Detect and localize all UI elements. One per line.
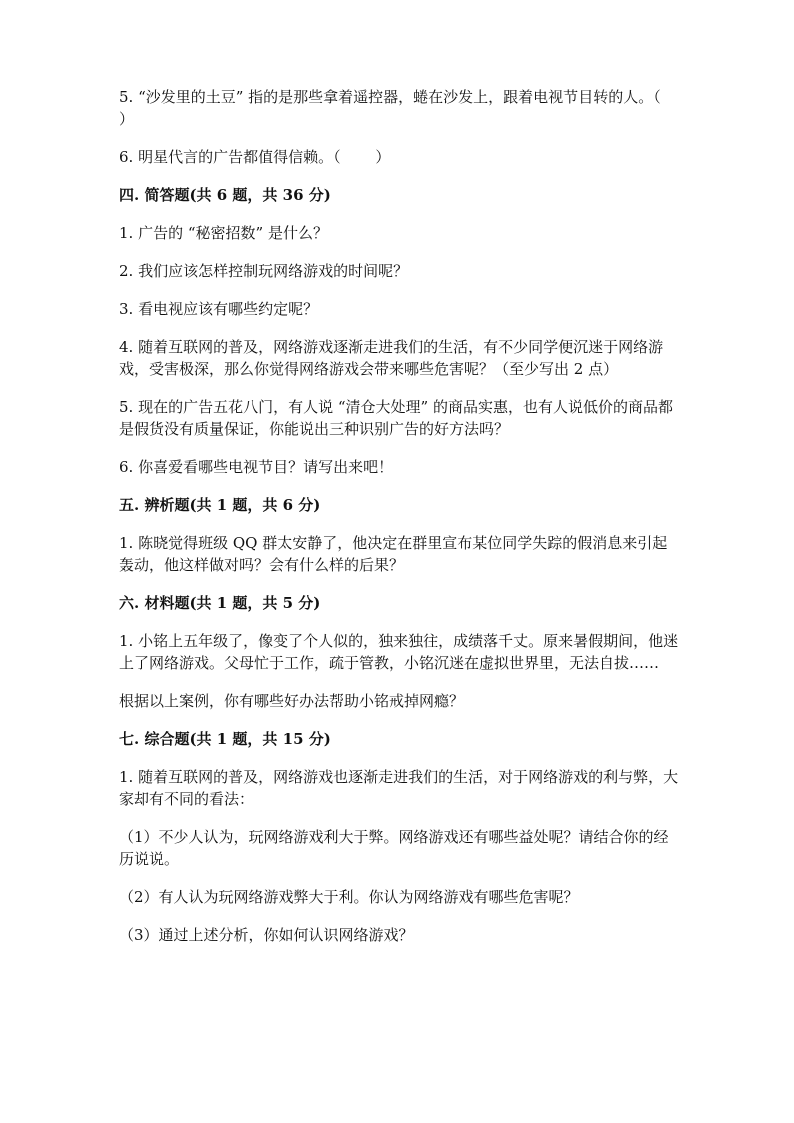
short-answer-3: 3. 看电视应该有哪些约定呢？ bbox=[119, 300, 319, 318]
short-answer-5: 5. 现在的广告五花八门，有人说 “清仓大处理” 的商品实惠，也有人说低价的商品都是假货没有质量保证，你能说出三种识别广告的好方法吗？ bbox=[119, 398, 673, 438]
comprehensive-subquestion-1: （1）不少人认为，玩网络游戏利大于弊。网络游戏还有哪些益处呢？请结合你的经历说说。 bbox=[119, 828, 669, 868]
short-answer-2: 2. 我们应该怎样控制玩网络游戏的时间呢？ bbox=[119, 262, 409, 280]
short-answer-4: 4. 随着互联网的普及，网络游戏逐渐走进我们的生活，有不少同学便沉迷于网络游戏，受害极深，那么你觉得网络游戏会带来哪些危害呢？（至少写出 2 点） bbox=[119, 338, 664, 378]
analysis-question-1: 1. 陈晓觉得班级 QQ 群太安静了，他决定在群里宣布某位同学失踪的假消息来引起轰动，他这样做对吗？会有什么样的后果？ bbox=[119, 534, 668, 574]
short-answer-1: 1. 广告的 “秘密招数” 是什么？ bbox=[119, 224, 328, 242]
section-5-title: 五. 辨析题(共 1 题，共 6 分) bbox=[119, 496, 321, 514]
section-4-title: 四. 简答题(共 6 题，共 36 分) bbox=[119, 186, 331, 204]
comprehensive-question-1: 1. 随着互联网的普及，网络游戏也逐渐走进我们的生活，对于网络游戏的利与弊，大家却有不同的看法： bbox=[119, 768, 679, 808]
material-question-1: 1. 小铭上五年级了，像变了个人似的，独来独往，成绩落千丈。原来暑假期间，他迷上了网络游戏。父母忙于工作，疏于管教，小铭沉迷在虚拟世界里，无法自拔…… bbox=[119, 632, 679, 672]
comprehensive-subquestion-3: （3）通过上述分析，你如何认识网络游戏？ bbox=[119, 926, 414, 944]
section-7-title: 七. 综合题(共 1 题，共 15 分) bbox=[119, 730, 331, 748]
judge-question-6: 6. 明星代言的广告都值得信赖。（ ） bbox=[119, 148, 391, 166]
short-answer-6: 6. 你喜爱看哪些电视节目？请写出来吧！ bbox=[119, 458, 394, 476]
section-6-title: 六. 材料题(共 1 题，共 5 分) bbox=[119, 594, 321, 612]
judge-question-5: 5. “沙发里的土豆” 指的是那些拿着遥控器，蜷在沙发上，跟着电视节目转的人。（ ） bbox=[119, 88, 696, 128]
material-question-prompt: 根据以上案例，你有哪些好办法帮助小铭戒掉网瘾？ bbox=[119, 692, 465, 710]
comprehensive-subquestion-2: （2）有人认为玩网络游戏弊大于利。你认为网络游戏有哪些危害呢？ bbox=[119, 888, 579, 906]
exam-page bbox=[119, 86, 696, 946]
